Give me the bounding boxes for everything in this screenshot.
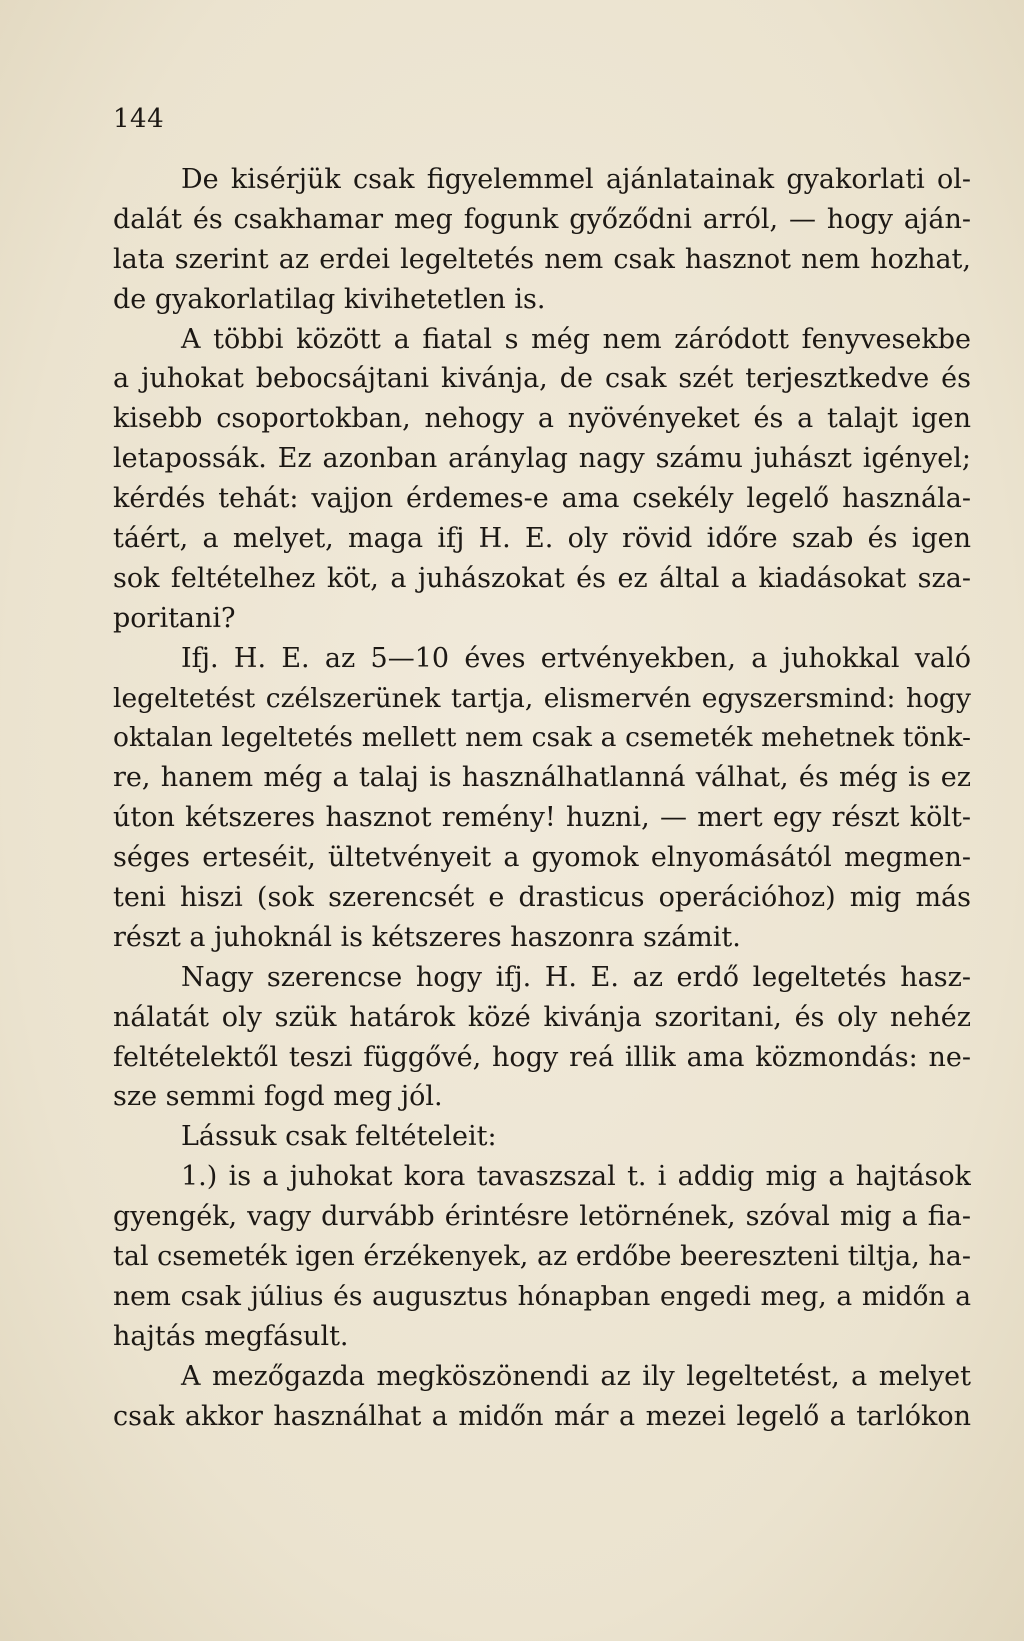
text-line: oktalan legeltetés mellett nem csak a csemeték mehetnek tönk-: [113, 722, 971, 754]
text-line: A mezőgazda megköszönendi az ily legeltetést, a melyet: [181, 1360, 971, 1392]
text-line: nem csak július és augusztus hónapban engedi meg, a midőn a: [113, 1280, 971, 1312]
text-line: részt a juhoknál is kétszeres haszonra számit.: [113, 921, 741, 953]
text-line: re, hanem még a talaj is használhatlanná válhat, és még is ez: [113, 762, 971, 794]
text-line: poritani?: [113, 602, 236, 634]
text-line: Nagy szerencse hogy ifj. H. E. az erdő legeltetés hasz-: [181, 961, 971, 993]
text-line: táért, a melyet, maga ifj H. E. oly rövid időre szab és igen: [113, 523, 971, 555]
text-line: séges erteséit, ültetvényeit a gyomok elnyomásától megmen-: [113, 842, 971, 874]
body-text: [113, 160, 971, 1437]
text-line: A többi között a fiatal s még nem záródott fenyvesekbe: [181, 323, 971, 355]
text-line: nálatát oly szük határok közé kivánja szoritani, és oly nehéz: [113, 1001, 971, 1033]
text-line: sze semmi fogd meg jól.: [113, 1081, 443, 1113]
text-line: feltételektől teszi függővé, hogy reá illik ama közmondás: ne-: [113, 1041, 971, 1073]
text-line: teni hiszi (sok szerencsét e drasticus operációhoz) mig más: [113, 882, 971, 914]
text-line: úton kétszeres hasznot remény! huzni, — mert egy részt költ-: [113, 802, 971, 834]
text-line: lata szerint az erdei legeltetés nem csak hasznot nem hozhat,: [113, 243, 971, 275]
text-line: De kisérjük csak figyelemmel ajánlatainak gyakorlati ol-: [181, 164, 971, 195]
text-line: legeltetést czélszerünek tartja, elismervén egyszersmind: hogy: [113, 682, 971, 714]
text-line: a juhokat bebocsájtani kivánja, de csak szét terjesztkedve és: [113, 363, 971, 395]
text-line: hajtás megfásult.: [113, 1320, 349, 1352]
text-line: tal csemeték igen érzékenyek, az erdőbe beereszteni tiltja, ha-: [113, 1241, 971, 1273]
text-line: Ifj. H. E. az 5—10 éves ertvényekben, a juhokkal való: [181, 642, 971, 674]
page-number: 144: [113, 104, 165, 134]
text-line: de gyakorlatilag kivihetetlen is.: [113, 283, 546, 315]
text-line: kérdés tehát: vajjon érdemes-e ama csekély legelő használa-: [113, 483, 971, 515]
text-line: gyengék, vagy durvább érintésre letörnének, szóval mig a fia-: [113, 1201, 971, 1233]
text-line: dalát és csakhamar meg fogunk győződni arról, — hogy aján-: [113, 203, 971, 235]
text-line: letapossák. Ez azonban aránylag nagy számu juhászt igényel;: [113, 443, 971, 475]
text-line: kisebb csoportokban, nehogy a nyövényeket és a talajt igen: [113, 403, 971, 435]
text-line: csak akkor használhat a midőn már a mezei legelő a tarlókon: [113, 1400, 971, 1432]
text-line: Lássuk csak feltételeit:: [181, 1121, 497, 1153]
text-line: 1.) is a juhokat kora tavaszszal t. i addig mig a hajtások: [181, 1161, 971, 1193]
text-line: sok feltételhez köt, a juhászokat és ez által a kiadásokat sza-: [113, 562, 971, 594]
